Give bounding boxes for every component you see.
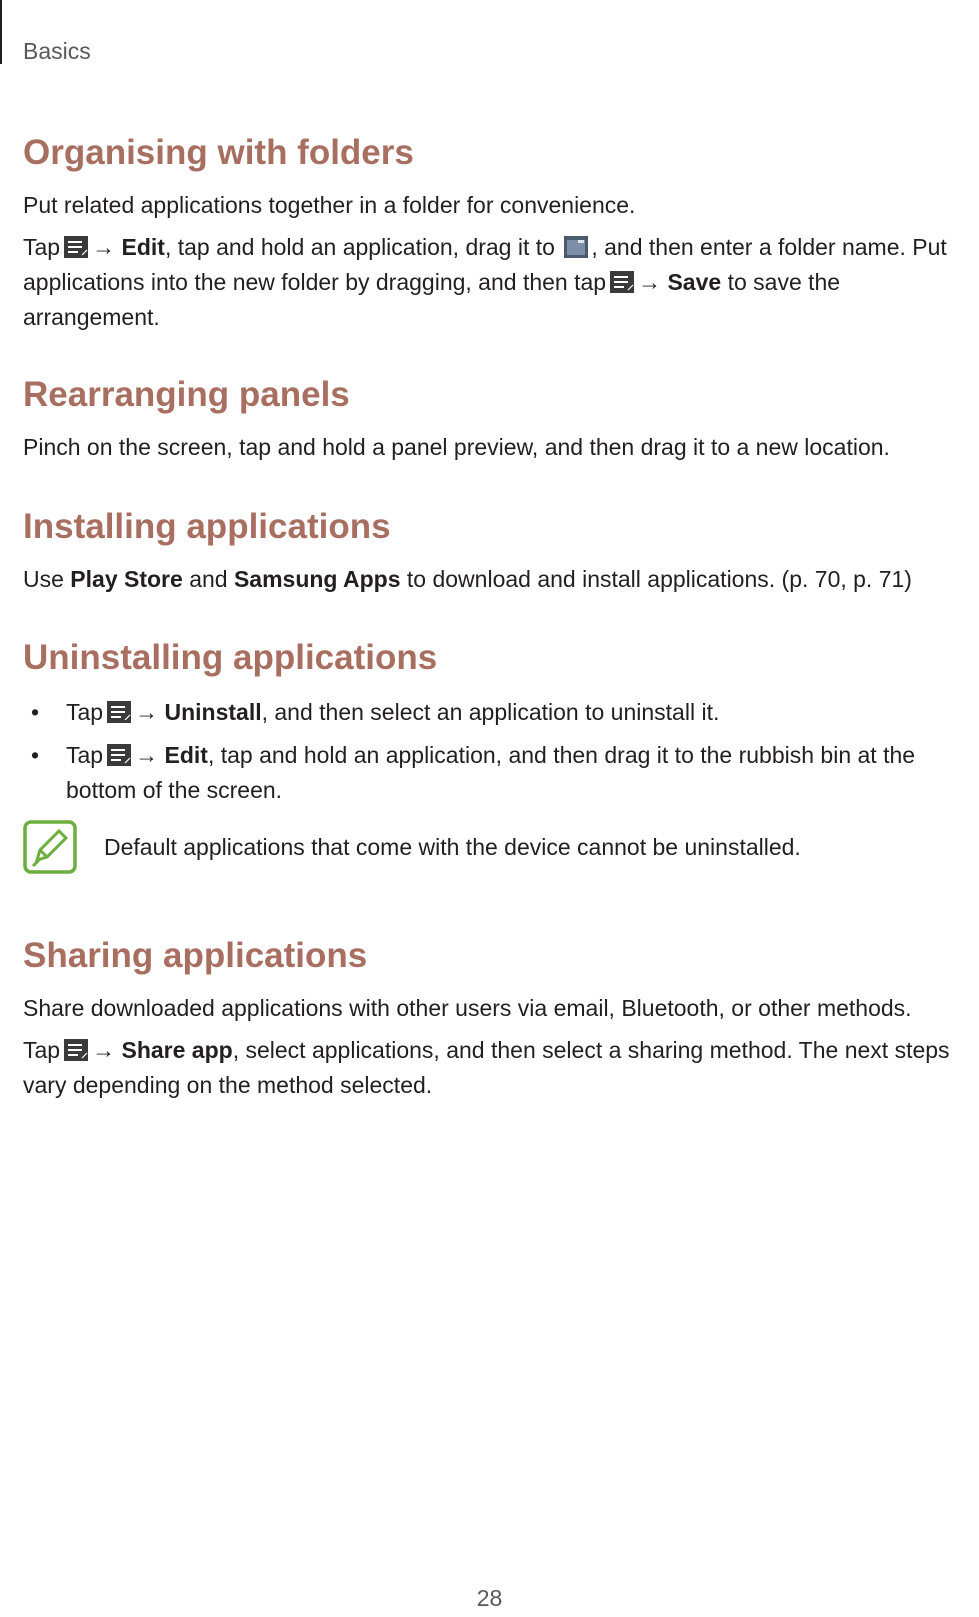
arrow: → (135, 742, 159, 768)
list-item (23, 738, 953, 808)
edit-label: Edit (121, 234, 165, 260)
arrow: → (92, 234, 116, 260)
menu-icon (106, 700, 132, 724)
instructions-mid: , tap and hold an application, drag it to (164, 234, 555, 260)
folder-icon (563, 235, 589, 259)
organising-instructions (23, 230, 953, 335)
heading-installing: Installing applications (23, 507, 391, 546)
menu-icon (63, 1038, 89, 1062)
rearranging-text: Pinch on the screen, tap and hold a panel preview, and then drag it to a new location. (23, 434, 890, 460)
tap-word: Tap (23, 234, 61, 260)
installing-rest: to download and install applications. (p. 70, p. 71) (406, 566, 912, 592)
bullet1-rest: , and then select an application to uninstall it. (261, 699, 720, 725)
menu-icon (63, 235, 89, 259)
section-organising (23, 132, 953, 335)
use-word: Use (23, 566, 64, 592)
sharing-rest: , select applications, and then select a sharing method. The next steps vary depending on the method selected. (23, 1037, 950, 1098)
tap-word: Tap (66, 742, 104, 768)
instructions-end: to save the arrangement. (23, 269, 841, 330)
heading-organising: Organising with folders (23, 133, 414, 172)
arrow: → (92, 1037, 116, 1063)
heading-sharing: Sharing applications (23, 936, 368, 975)
section-installing (23, 506, 953, 597)
share-app-label: Share app (121, 1037, 233, 1063)
instructions-rest: , and then enter a folder name. Put applications into the new folder by dragging, and then tap (23, 234, 947, 295)
header-title: Basics (23, 38, 91, 64)
heading-uninstalling: Uninstalling applications (23, 638, 438, 677)
list-item (23, 695, 953, 730)
play-store-label: Play Store (70, 566, 183, 592)
tap-word: Tap (23, 1037, 61, 1063)
tap-word: Tap (66, 699, 104, 725)
bullet2-rest: , tap and hold an application, and then drag it to the rubbish bin at the bottom of the screen. (66, 742, 916, 803)
header-rule (0, 0, 2, 64)
edit-label: Edit (164, 742, 208, 768)
arrow: → (135, 699, 159, 725)
note-text: Default applications that come with the device cannot be uninstalled. (104, 834, 801, 860)
sharing-intro: Share downloaded applications with other users via email, Bluetooth, or other methods. (23, 995, 912, 1021)
page-number: 28 (476, 1585, 503, 1611)
sharing-instructions (23, 1033, 953, 1103)
heading-rearranging: Rearranging panels (23, 375, 350, 414)
section-uninstalling (23, 637, 953, 816)
installing-text (23, 562, 953, 597)
and-word: and (189, 566, 228, 592)
arrow: → (638, 269, 662, 295)
organising-intro: Put related applications together in a folder for convenience. (23, 192, 636, 218)
menu-icon (106, 743, 132, 767)
section-rearranging (23, 374, 953, 465)
section-sharing (23, 935, 953, 1103)
menu-icon (609, 270, 635, 294)
bullet: • (31, 742, 40, 768)
samsung-apps-label: Samsung Apps (233, 566, 401, 592)
uninstall-label: Uninstall (164, 699, 262, 725)
save-label: Save (667, 269, 722, 295)
bullet: • (31, 699, 40, 725)
uninstall-steps (23, 695, 953, 808)
note-pencil-icon (23, 820, 77, 874)
